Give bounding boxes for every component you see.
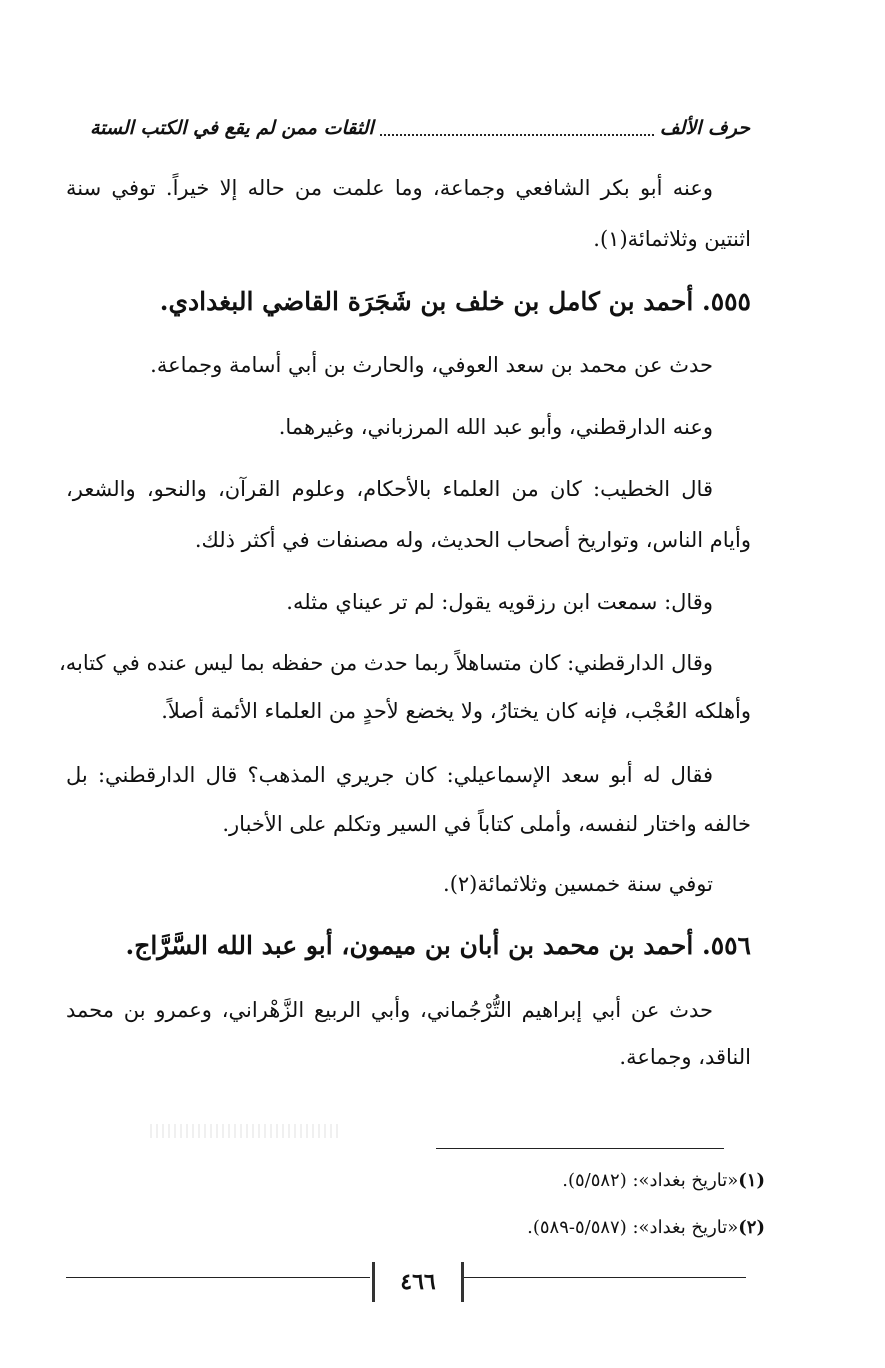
footnote-number: (١) bbox=[738, 1170, 765, 1191]
footnote bbox=[527, 1212, 765, 1244]
body-line: اثنتين وثلاثمائة(١). bbox=[593, 227, 751, 251]
footnote-text: «تاريخ بغداد»: (٥/٥٨٢). bbox=[562, 1170, 739, 1191]
body-line: وقال الدارقطني: كان متساهلاً ربما حدث من حفظه بما ليس عنده في كتابه، bbox=[58, 651, 713, 675]
body-line: حدث عن محمد بن سعد العوفي، والحارث بن أبي أسامة وجماعة. bbox=[150, 353, 713, 377]
running-header bbox=[90, 108, 750, 148]
footnote-text: «تاريخ بغداد»: (٥/٥٨٧-٥٨٩). bbox=[527, 1217, 739, 1238]
body-line: وعنه أبو بكر الشافعي وجماعة، وما علمت من حاله إلا خيراً. توفي سنة bbox=[66, 176, 713, 200]
body-line: وقال: سمعت ابن رزقويه يقول: لم تر عيناي مثله. bbox=[286, 590, 713, 614]
header-book-title: الثقات ممن لم يقع في الكتب الستة bbox=[90, 117, 374, 139]
body-line: خالفه واختار لنفسه، وأملى كتاباً في السير وتكلم على الأخبار. bbox=[222, 812, 751, 836]
page-number: ٤٦٦ bbox=[372, 1262, 464, 1302]
header-section-title: حرف الألف bbox=[659, 117, 750, 139]
entry-heading: ٥٥٦. أحمد بن محمد بن أبان بن ميمون، أبو عبد الله السَّرَّاج. bbox=[125, 931, 751, 960]
footer-rule-right bbox=[462, 1277, 746, 1278]
body-line: فقال له أبو سعد الإسماعيلي: كان جريري المذهب؟ قال الدارقطني: بل bbox=[66, 763, 713, 787]
print-smudge bbox=[150, 1124, 340, 1138]
body-line: وعنه الدارقطني، وأبو عبد الله المرزباني، وغيرهما. bbox=[278, 415, 713, 439]
footer-rule-left bbox=[66, 1277, 370, 1278]
footnote-number: (٢) bbox=[738, 1217, 765, 1238]
body-line: توفي سنة خمسين وثلاثمائة(٢). bbox=[443, 872, 713, 896]
body-line: وأهلكه العُجْب، فإنه كان يختارُ، ولا يخضع لأحدٍ من العلماء الأئمة أصلاً. bbox=[161, 699, 751, 723]
body-line: وأيام الناس، وتواريخ أصحاب الحديث، وله مصنفات في أكثر ذلك. bbox=[194, 528, 751, 552]
footnote-separator bbox=[436, 1148, 724, 1149]
footnote bbox=[562, 1165, 765, 1197]
body-line: حدث عن أبي إبراهيم التُّرْجُماني، وأبي الربيع الزَّهْراني، وعمرو بن محمد bbox=[66, 998, 713, 1022]
body-line: الناقد، وجماعة. bbox=[619, 1045, 751, 1069]
entry-heading: ٥٥٥. أحمد بن كامل بن خلف بن شَجَرَة القاضي البغدادي. bbox=[159, 287, 751, 316]
body-line: قال الخطيب: كان من العلماء بالأحكام، وعلوم القرآن، والنحو، والشعر، bbox=[66, 477, 713, 501]
header-dot-leader bbox=[380, 120, 654, 136]
